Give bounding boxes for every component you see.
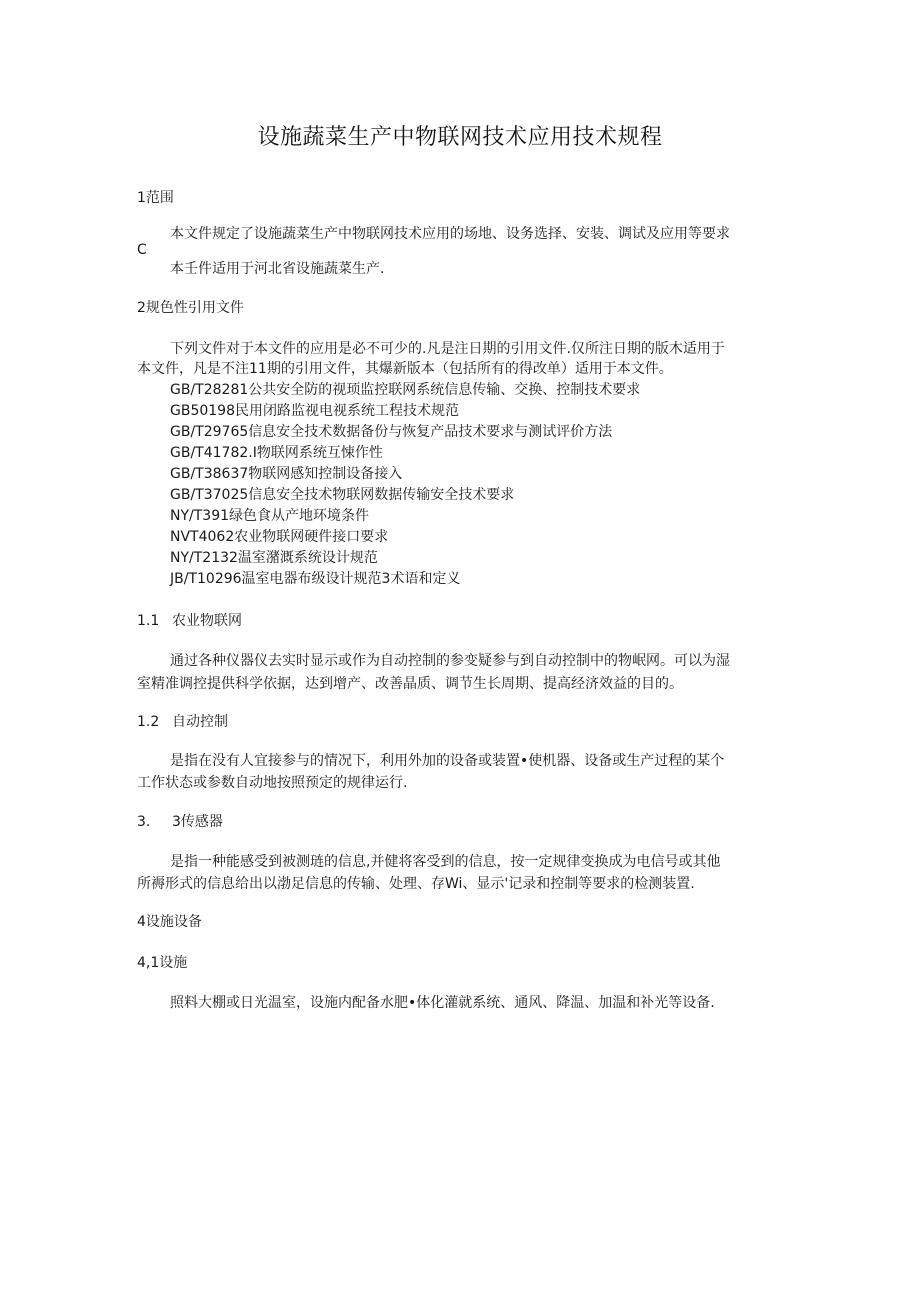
subsection-3-heading [137, 812, 223, 832]
subsection-title: 农业物联网 [172, 613, 242, 629]
subsection-1-2-line-2: 工作状态或参数自动地按照预定的规律运行. [137, 775, 408, 791]
subsection-1-1-heading [137, 611, 242, 631]
document-title: 设施蔬菜生产中物联网技术应用技术规程 [257, 125, 663, 150]
subsection-3-line-2: 所褥形式的信息给出以渤足信息的传输、处理、存Wi、显示'记录和控制等要求的检测装置. [137, 876, 695, 892]
subsection-number: 1.2 [137, 714, 160, 730]
section-2-intro-line-1: 下列文件对于本文件的应用是必不可少的.凡是注日期的引用文件.仅所注日期的版木适用于 [170, 341, 725, 357]
reference-item: GB50198民用闭路监视电视系统工程技术规范 [170, 403, 459, 419]
section-2-heading: 2规色性引用文件 [137, 300, 244, 316]
reference-item: GB/T37025信息安全技术物联网数据传输安全技术要求 [170, 487, 515, 503]
subsection-1-1-line-1: 通过各种仪器仪去实时显示或作为自动控制的参变疑参与到自动控制中的物岷网。可以为湿 [170, 653, 730, 669]
subsection-1-1-line-2: 室精准调控提供科学依据，达到增产、改善晶质、调节生长周期、提高经济效益的目的。 [137, 676, 683, 692]
subsection-number: 3. [137, 814, 151, 830]
subsection-title: 3传感器 [172, 814, 223, 830]
reference-item: NY/T391绿色食从产地环境条件 [170, 508, 370, 524]
section-2-intro-line-2: 本文件，凡是不注11期的引用文件，其爆新版本（包括所有的得改单）适用于本文件。 [137, 361, 673, 377]
subsection-number: 1.1 [137, 613, 160, 629]
section-1-paragraph-1: 本文件规定了设施蔬菜生产中物联网技术应用的场地、设务选择、安装、调试及应用等要求 [170, 226, 730, 242]
reference-item: JB/T10296温室电器布级设计规范3术语和定义 [170, 571, 461, 587]
subsection-1-2-line-1: 是指在没有人宜接参与的情况下，利用外加的设备或装置•使机器、设备或生产过程的某个 [170, 753, 725, 769]
subsection-1-2-heading [137, 712, 228, 732]
reference-item: GB/T38637物联网感知控制设备接入 [170, 466, 403, 482]
margin-mark: C [137, 242, 147, 258]
reference-item: NVT4062农业物联网硬件接口要求 [170, 529, 389, 545]
reference-item: GB/T28281公共安全防的视顼监控联网系统信息传输、交换、控制技术要求 [170, 382, 641, 398]
reference-item: GB/T29765信息安全技术数据备份与恢复产品技术要求与测试评价方法 [170, 424, 613, 440]
reference-item: GB/T41782.I物联网系统互悚作性 [170, 445, 383, 461]
section-4-heading: 4设施设备 [137, 914, 202, 930]
subsection-4-1-heading: 4,1设施 [137, 955, 188, 971]
section-1-paragraph-2: 本壬件适用于河北省设施蔬菜生产. [170, 261, 385, 277]
subsection-title: 自动控制 [172, 714, 228, 730]
subsection-4-1-line-1: 照料大棚或日光温室，设施内配备水肥•体化灌就系统、通风、降温、加温和补光等设备. [170, 995, 715, 1011]
section-1-heading: 1范围 [137, 190, 174, 206]
reference-item: NY/T2132温室潴溉系统设计规范 [170, 550, 378, 566]
subsection-3-line-1: 是指一种能感受到被测琏的信息,并健将客受到的信息，按一定规律变换成为电信号或其他 [170, 854, 721, 870]
